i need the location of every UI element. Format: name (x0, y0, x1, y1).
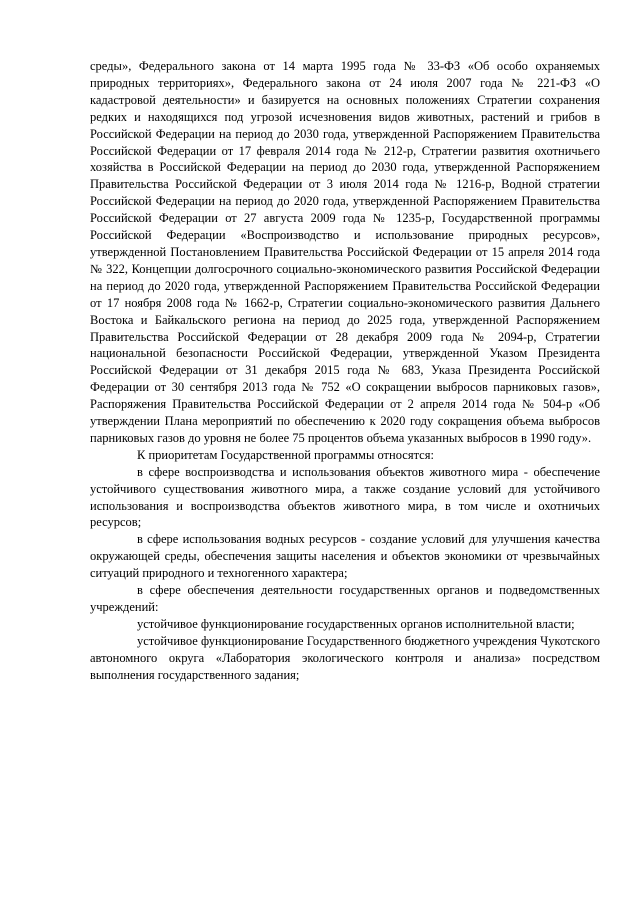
paragraph-government-bodies: в сфере обеспечения деятельности государственных органов и подведомственных учреждений: (90, 583, 600, 614)
paragraph-laboratory: устойчивое функционирование Государственного бюджетного учреждения Чукотского автономного округа «Лаборатория экологического контроля и анализа» посредством выполнения государственного задания; (90, 633, 600, 682)
paragraph-executive-authorities: устойчивое функционирование государственных органов исполнительной власти; (137, 616, 575, 631)
paragraph-water-resources: в сфере использования водных ресурсов - создание условий для улучшения качества окружающей среды, обеспечения защиты населения и объектов экономики от чрезвычайных ситуаций природного и техногенного характера; (90, 532, 600, 581)
paragraph-wildlife: в сфере воспроизводства и использования объектов животного мира - обеспечение устойчивого существования животного мира, а также создание условий для устойчивого использования и воспроизводства объектов животного мира, в том числе и охотничьих ресурсов; (90, 464, 600, 530)
paragraph-legal-basis: среды», Федерального закона от 14 марта 1995 года № 33-ФЗ «Об особо охраняемых природных территориях», Федерального закона от 24 июля 2007 года № 221-ФЗ «О кадастровой деятельности» и базируется на основных положениях Стратегии сохранения редких и находящихся под угрозой исчезновения видов животных, растений и грибов в Российской Федерации на период до 2030 года, утвержденной Распоряжением Правительства Российской Федерации от 17 февраля 2014 года № 212-р, Стратегии развития охотничьего хозяйства в Российской Федерации на период до 2030 года, утвержденной Распоряжением Правительства Российской Федерации от 3 июля 2014 года № 1216-р, Водной стратегии Российской Федерации на период до 2020 года, утвержденной Распоряжением Правительства Российской Федерации от 27 августа 2009 года № 1235-р, Государственной программы Российской Федерации «Воспроизводство и использование природных ресурсов», утвержденной Постановлением Правительства Российской Федерации от 15 апреля 2014 года № 322, Концепции долгосрочного социально-экономического развития Российской Федерации на период до 2020 года, утвержденной Распоряжением Правительства Российской Федерации от 17 ноября 2008 года № 1662-р, Стратегии социально-экономического развития Дальнего Востока и Байкальского региона на период до 2025 года, утвержденной Распоряжением Правительства Российской Федерации от 28 декабря 2009 года № 2094-р, Стратегии национальной безопасности Российской Федерации, утвержденной Указом Президента Российской Федерации от 31 декабря 2015 года № 683, Указа Президента Российской Федерации от 30 сентября 2013 года № 752 «О сокращении выбросов парниковых газов», Распоряжения Правительства Российской Федерации от 2 апреля 2014 года № 504-р «Об утверждении Плана мероприятий по обеспечению к 2020 году сокращения объема выбросов парниковых газов до уровня не более 75 процентов объема указанных выбросов в 1990 году». (90, 59, 600, 445)
document-page (90, 58, 600, 684)
paragraph-priorities-heading: К приоритетам Государственной программы относятся: (137, 447, 434, 462)
